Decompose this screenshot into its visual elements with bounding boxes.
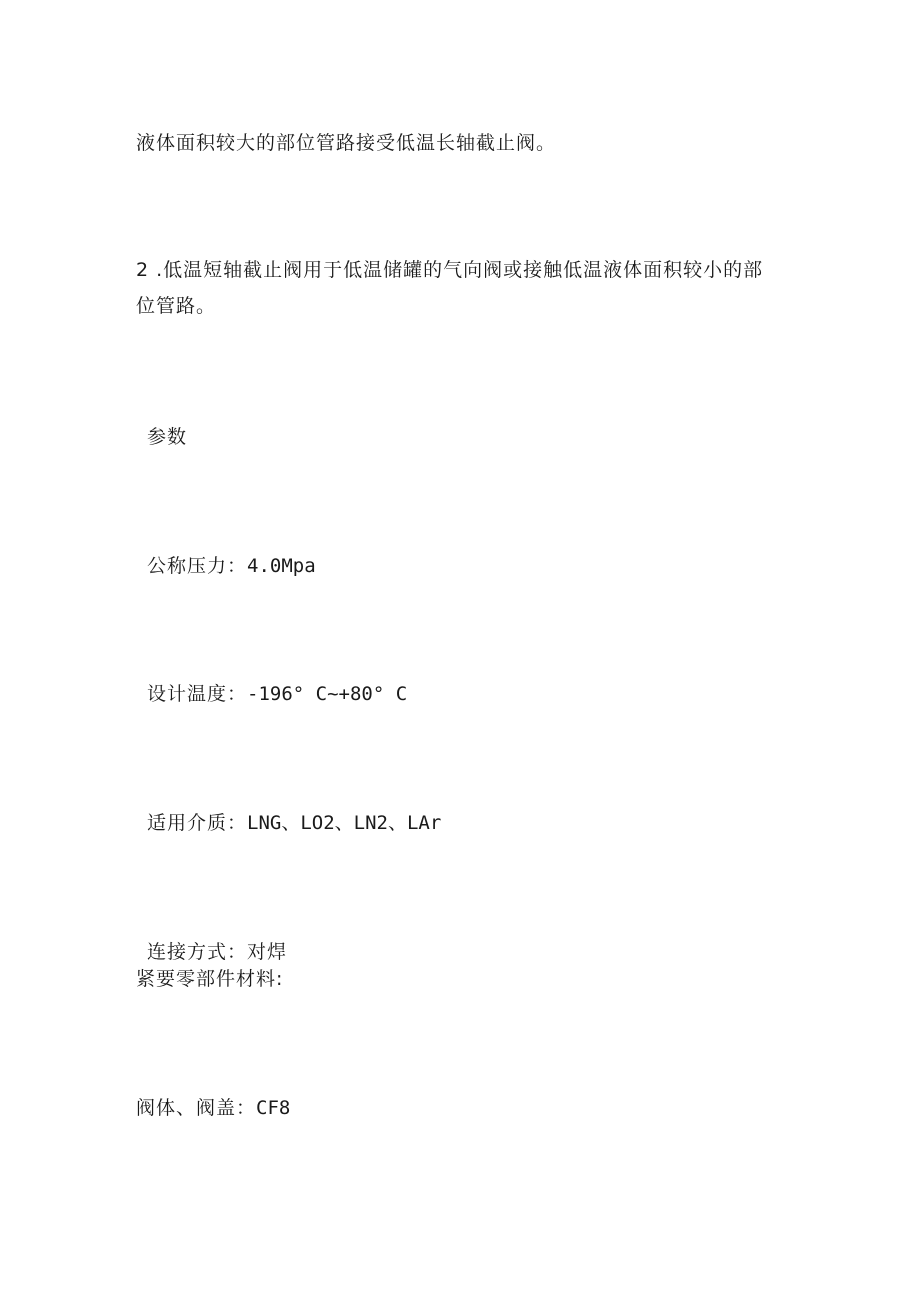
param-temperature-value: -196° C~+80° C bbox=[247, 683, 408, 705]
material-body-value: CF8 bbox=[256, 1097, 291, 1119]
material-body-label: 阀体、阀盖： bbox=[136, 1097, 257, 1119]
param-media bbox=[147, 811, 441, 835]
materials-heading: 紧要零部件材料: bbox=[136, 968, 284, 990]
param-connection-value: 对焊 bbox=[247, 941, 288, 963]
param-pressure-label: 公称压力： bbox=[147, 555, 248, 577]
param-connection bbox=[147, 940, 287, 964]
params-heading: 参数 bbox=[147, 426, 188, 448]
param-media-label: 适用介质： bbox=[147, 812, 248, 834]
paragraph-2-line-2: 位管路。 bbox=[136, 295, 217, 317]
param-temperature bbox=[147, 682, 407, 706]
material-body bbox=[136, 1096, 290, 1120]
param-temperature-label: 设计温度： bbox=[147, 683, 248, 705]
paragraph-2-line-1: 2 .低温短轴截止阀用于低温储罐的气向阀或接触低温液体面积较小的部 bbox=[136, 259, 764, 281]
paragraph-1-line: 液体面积较大的部位管路接受低温长轴截止阀。 bbox=[136, 132, 557, 154]
param-pressure-value: 4.0Mpa bbox=[247, 555, 316, 577]
param-connection-label: 连接方式： bbox=[147, 941, 248, 963]
param-media-value: LNG、LO2、LN2、LAr bbox=[247, 812, 442, 834]
param-pressure bbox=[147, 554, 316, 578]
